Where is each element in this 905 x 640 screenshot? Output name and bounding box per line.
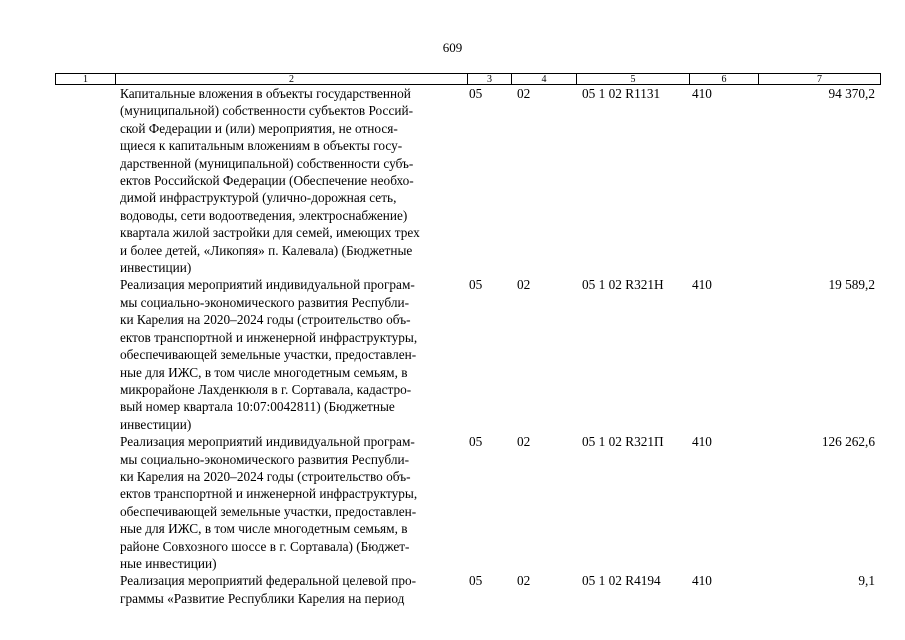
- row-expense-type-code: 410: [692, 86, 712, 101]
- row-description: [115, 433, 467, 572]
- description-line: ные инвестиции): [120, 555, 217, 571]
- row-expense-type-code: 410: [692, 434, 712, 450]
- header-col-7: 7: [817, 74, 822, 85]
- header-col-4: 4: [512, 74, 577, 84]
- row-subsection-code: 02: [517, 86, 531, 101]
- row-expense-type-code: 410: [692, 573, 712, 589]
- description-line: Реализация мероприятий федеральной целевой про-: [120, 573, 417, 589]
- description-line: инвестиции): [120, 416, 192, 432]
- header-col-5: 5: [577, 74, 690, 84]
- table-body: [55, 85, 881, 607]
- description-line: ектов транспортной и инженерной инфраструктуры,: [120, 329, 418, 345]
- description-line: дарственной (муниципальной) собственности субъ-: [120, 155, 414, 171]
- row-col-1-empty: [55, 85, 115, 276]
- row-target-article-code: 05 1 02 R4194: [582, 573, 661, 589]
- row-amount: 9,1: [858, 573, 875, 589]
- description-line: мы социально-экономического развития Республи-: [120, 294, 410, 310]
- description-line: Капитальные вложения в объекты государственной: [120, 86, 411, 101]
- row-amount: 19 589,2: [828, 277, 875, 293]
- row-section-code: 05: [469, 573, 483, 589]
- row-subsection-code: 02: [517, 434, 531, 450]
- row-amount: 126 262,6: [821, 434, 875, 450]
- row-description: [115, 85, 467, 276]
- row-section-code: 05: [469, 434, 483, 450]
- header-col-1: 1: [56, 74, 116, 84]
- description-line: димой инфраструктурой (улично-дорожная сеть,: [120, 190, 397, 206]
- header-col-2: 2: [116, 74, 468, 84]
- description-line: Реализация мероприятий индивидуальной програм-: [120, 277, 415, 293]
- description-line: водоводы, сети водоотведения, электроснабжение): [120, 207, 408, 223]
- description-line: квартала жилой застройки для семей, имеющих трех: [120, 225, 420, 241]
- row-subsection-code: 02: [517, 277, 531, 293]
- row-description: [115, 572, 467, 607]
- row-expense-type-code: 410: [692, 277, 712, 293]
- header-col-6: 6: [690, 74, 759, 84]
- description-line: мы социально-экономического развития Республи-: [120, 451, 410, 467]
- row-target-article-code: 05 1 02 R1131: [582, 86, 661, 101]
- description-line: ки Карелия на 2020–2024 годы (строительство объ-: [120, 312, 411, 328]
- row-target-article-code: 05 1 02 R321П: [582, 434, 664, 450]
- header-col-3: 3: [468, 74, 512, 84]
- row-section-code: 05: [469, 86, 483, 101]
- description-line: вый номер квартала 10:07:0042811) (Бюджетные: [120, 399, 395, 415]
- page-number: 609: [442, 40, 463, 55]
- column-number-header: [55, 73, 881, 85]
- description-line: ки Карелия на 2020–2024 годы (строительство объ-: [120, 468, 411, 484]
- description-line: граммы «Развитие Республики Карелия на период: [120, 590, 405, 606]
- description-line: и более детей, «Ликопяя» п. Калевала) (Бюджетные: [120, 242, 413, 258]
- description-line: ные для ИЖС, в том числе многодетным семьям, в: [120, 364, 408, 380]
- description-line: обеспечивающей земельные участки, предоставлен-: [120, 503, 417, 519]
- table-row: [55, 85, 881, 276]
- row-target-article-code: 05 1 02 R321Н: [582, 277, 664, 293]
- description-line: микрорайоне Лахденкюля в г. Сортавала, кадастро-: [120, 381, 412, 397]
- table-row: [55, 433, 881, 572]
- description-line: Реализация мероприятий индивидуальной програм-: [120, 434, 415, 450]
- row-col-1-empty: [55, 276, 115, 433]
- description-line: ектов Российской Федерации (Обеспечение необхо-: [120, 173, 414, 189]
- row-subsection-code: 02: [517, 573, 531, 589]
- row-description: [115, 276, 467, 433]
- description-line: ской Федерации и (или) мероприятия, не относя-: [120, 120, 398, 136]
- budget-table: [55, 73, 881, 607]
- description-line: (муниципальной) собственности субъектов Россий-: [120, 103, 414, 119]
- description-line: инвестиции): [120, 260, 192, 276]
- description-line: районе Совхозного шоссе в г. Сортавала) (Бюджет-: [120, 538, 410, 554]
- table-row: [55, 572, 881, 607]
- table-row: [55, 276, 881, 433]
- row-col-1-empty: [55, 572, 115, 607]
- row-col-1-empty: [55, 433, 115, 572]
- description-line: щиеся к капитальным вложениям в объекты госу-: [120, 138, 403, 154]
- description-line: обеспечивающей земельные участки, предоставлен-: [120, 347, 417, 363]
- description-line: ные для ИЖС, в том числе многодетным семьям, в: [120, 521, 408, 537]
- table-clip: [0, 73, 905, 640]
- description-line: ектов транспортной и инженерной инфраструктуры,: [120, 486, 418, 502]
- row-amount: 94 370,2: [828, 86, 875, 101]
- row-section-code: 05: [469, 277, 483, 293]
